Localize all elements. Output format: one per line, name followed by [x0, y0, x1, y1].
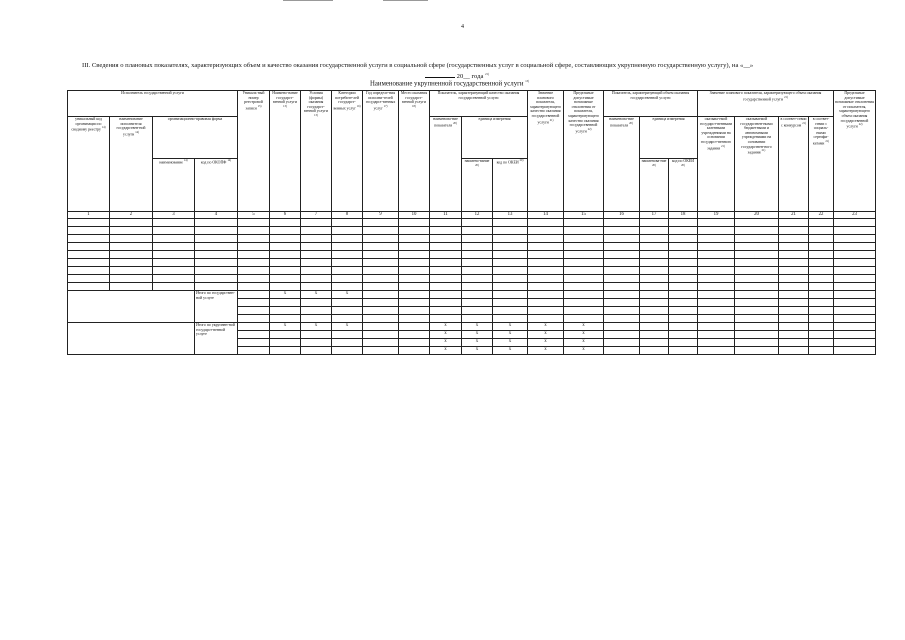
header-consumer-categories-sup: 16) [356, 104, 361, 108]
header-volume-okei [669, 159, 698, 212]
header-org-code-sup: 14) [101, 126, 106, 130]
cross-mark: x [564, 323, 604, 331]
header-org-code [68, 117, 110, 212]
cross-mark: x [332, 291, 363, 299]
column-number: 22 [809, 212, 834, 219]
header-service-name-text: Наимено-вание государст-венной услуги [272, 91, 298, 105]
header-by-certificates-sup: 21) [825, 139, 830, 143]
table-row [68, 251, 876, 259]
cross-mark: x [528, 347, 564, 355]
header-budget-institutions-sup: 21) [761, 149, 766, 153]
column-number: 18 [669, 212, 698, 219]
header-executor-name-text: наименование исполнителя государствен-ной услуги [116, 117, 146, 137]
header-volume-unit-name [640, 159, 669, 212]
header-by-certificates [809, 117, 834, 212]
header-executor-name [110, 117, 153, 212]
service-name-text: Наименование укрупненной государственной услуги [370, 80, 524, 88]
date-blank [425, 71, 455, 78]
header-state-institutions-sup: 21) [721, 144, 725, 148]
column-number: 3 [153, 212, 195, 219]
header-quality-deviation [564, 91, 604, 212]
header-volume-deviation-text: Предельные допустимые возможные отклонения от показателя, характеризующего объем оказания государственной услуги [835, 91, 874, 129]
header-volume-name-text: наименова-ние показателя [609, 117, 634, 127]
header-quality-unit: единица измерения [462, 117, 528, 159]
subtotal-blank [68, 323, 195, 355]
table-row [68, 259, 876, 267]
header-volume-deviation-sup: 22) [858, 123, 863, 127]
header-place [399, 91, 430, 212]
header-budget-institutions [735, 117, 779, 212]
column-number: 14 [528, 212, 564, 219]
column-number: 8 [332, 212, 363, 219]
column-number: 15 [564, 212, 604, 219]
scan-top-edge [383, 0, 428, 1]
cross-mark: x [332, 323, 363, 331]
header-quality-unit-name [462, 159, 493, 212]
header-volume-plan [698, 91, 834, 117]
header-quality-okei [493, 159, 528, 212]
header-legal-form-name-sup: 14) [183, 159, 188, 162]
cross-mark: x [462, 331, 493, 339]
service-name-sup: 13) [525, 80, 529, 83]
date-sup: 21) [485, 72, 489, 76]
header-quality-name-text: наименова-ние показателя [433, 117, 458, 127]
column-number: 11 [430, 212, 462, 219]
subtotal-service-label: Итого по государствен-ной услуге [195, 291, 238, 323]
table-row [68, 235, 876, 243]
header-quality-name-sup: 20) [453, 121, 457, 125]
date-line [425, 71, 489, 80]
header-service-name [270, 91, 301, 212]
cross-mark: x [493, 339, 528, 347]
service-name-label [370, 80, 529, 87]
column-number: 9 [363, 212, 399, 219]
header-okopf-code-text: код по ОКОПФ [200, 160, 227, 165]
header-volume-deviation [834, 91, 876, 212]
cross-mark: x [301, 323, 332, 331]
header-conditions-sup: 13) [314, 113, 318, 117]
header-place-sup: 18) [412, 104, 416, 108]
cross-mark: x [564, 331, 604, 339]
cross-mark: x [462, 347, 493, 355]
header-quality-deviation-sup: 22) [587, 127, 592, 131]
header-quality-plan-text: Значение планового показателя, характеризующего качество оказания государственной услуги [529, 91, 562, 124]
header-by-contest [779, 117, 809, 212]
header-volume-plan-sup: 21) [784, 95, 788, 99]
column-number: 2 [110, 212, 153, 219]
cross-mark: x [528, 331, 564, 339]
subtotal-service-row [68, 291, 876, 299]
column-number: 21 [779, 212, 809, 219]
header-volume-name-sup: 20) [629, 121, 633, 125]
page-number: 4 [461, 24, 464, 30]
cross-mark: x [430, 323, 462, 331]
table-row [68, 243, 876, 251]
column-number: 10 [399, 212, 430, 219]
header-volume-unit: единица измерения [640, 117, 698, 159]
section-title: III. Сведения о плановых показателях, характеризующих объем и качество оказания государственной услуги в социальной сфере (государственных услуг в социальной сфере, составляющих укрупненную государственную услугу), на «__» [82, 62, 754, 69]
subtotal-blank [68, 291, 195, 323]
column-number: 13 [493, 212, 528, 219]
table-row [68, 283, 876, 291]
cross-mark: x [493, 331, 528, 339]
header-quality-plan-sup: 21) [549, 118, 554, 122]
scan-top-edge [283, 0, 333, 1]
header-legal-form-name [153, 159, 195, 212]
column-number: 7 [301, 212, 332, 219]
header-conditions-text: Условия (формы) оказания государст-венной услуги [304, 91, 328, 114]
header-year [363, 91, 399, 212]
column-number: 4 [195, 212, 238, 219]
header-volume-indicator: Показатель, характеризующий объем оказания государственной услуги [604, 91, 698, 117]
header-year-text: Год определе-ния исполни-телей государст-венных услуг [365, 91, 396, 111]
header-conditions [301, 91, 332, 212]
header-quality-okei-text: код по ОКЕИ [496, 160, 519, 165]
header-by-contest-sup: 21) [802, 121, 806, 125]
cross-mark: x [564, 347, 604, 355]
column-number: 5 [238, 212, 270, 219]
header-okopf-code [195, 159, 238, 212]
column-number: 23 [834, 212, 876, 219]
header-registry-number [238, 91, 270, 212]
header-budget-institutions-text: оказываемой государствен-ными бюджетными и автономными учреждениями на основании государствен-ного задания [740, 117, 773, 155]
cross-mark: x [270, 323, 301, 331]
header-quality-plan [528, 91, 564, 212]
indicators-table [67, 90, 876, 355]
column-number: 17 [640, 212, 669, 219]
header-quality-okei-sup: 20) [519, 159, 524, 162]
header-registry-number-text: Уникаль-ный номер реестровой записи [242, 91, 265, 111]
header-quality-unit-name-text: наимено-вание [464, 159, 490, 163]
header-executor: Исполнитель государственной услуги [68, 91, 238, 117]
date-text: 20__ года [456, 73, 484, 80]
table-row [68, 267, 876, 275]
table-row [68, 275, 876, 283]
header-consumer-categories-text: Категории потребите-лей государст-венных услуг [333, 91, 359, 111]
cross-mark: x [462, 339, 493, 347]
cross-mark: x [270, 291, 301, 299]
cross-mark: x [528, 339, 564, 347]
header-quality-deviation-text: Предельные допустимые возможные отклонения от показателя, характеризующего качество оказания государственной услуги [567, 91, 600, 134]
column-number: 6 [270, 212, 301, 219]
column-number-row [68, 212, 876, 219]
header-consumer-categories [332, 91, 363, 212]
header-volume-unit-name-text: наименова-ние [641, 159, 667, 163]
header-okopf-code-sup: 14) [227, 159, 232, 162]
subtotal-aggregate-label: Итого по укрупнен-ной государст-венной услуге [195, 323, 238, 355]
header-legal-form-name-text: наименование [159, 160, 183, 165]
header-volume-unit-name-sup: 20) [652, 163, 656, 167]
column-number: 16 [604, 212, 640, 219]
header-service-name-sup: 13) [283, 104, 287, 108]
column-number: 20 [735, 212, 779, 219]
header-legal-form: организационно-правовая форма [153, 117, 238, 159]
column-number: 12 [462, 212, 493, 219]
cross-mark: x [430, 347, 462, 355]
cross-mark: x [430, 339, 462, 347]
cross-mark: x [462, 323, 493, 331]
header-volume-okei-sup: 20) [681, 163, 685, 167]
header-quality-indicator: Показатель, характеризующий качество оказания государственной услуги [430, 91, 528, 117]
table-row [68, 219, 876, 227]
column-number: 19 [698, 212, 735, 219]
cross-mark: x [528, 323, 564, 331]
header-executor-name-sup: 14) [135, 130, 139, 134]
header-by-certificates-text: в соответ-ствии с социаль-ными сертифи-катами [812, 117, 830, 146]
header-quality-unit-name-sup: 20) [475, 163, 479, 167]
header-state-institutions [698, 117, 735, 212]
column-number: 1 [68, 212, 110, 219]
header-volume-name [604, 117, 640, 212]
table-row [68, 227, 876, 235]
cross-mark: x [564, 339, 604, 347]
header-year-sup: 17) [383, 104, 388, 108]
header-registry-number-sup: 15) [257, 104, 262, 108]
cross-mark: x [493, 347, 528, 355]
cross-mark: x [301, 291, 332, 299]
header-volume-plan-text: Значение планового показателя, характеризующего объем оказания государственной услуги [709, 91, 822, 101]
cross-mark: x [430, 331, 462, 339]
subtotal-aggregate-row [68, 323, 876, 331]
header-place-text: Место оказания государст-венной услуги [400, 91, 428, 105]
header-state-institutions-text: оказыва-емой государст-венными казенными учреждениями на основании государст-венного задания [699, 117, 733, 150]
cross-mark: x [493, 323, 528, 331]
header-org-code-text: уникальный код организации по сводному реестру [71, 117, 102, 132]
header-by-contest-text: в соответ-ствии с конкурсом [780, 117, 807, 127]
header-quality-name [430, 117, 462, 212]
header-volume-okei-text: код по ОКЕИ [671, 159, 695, 163]
